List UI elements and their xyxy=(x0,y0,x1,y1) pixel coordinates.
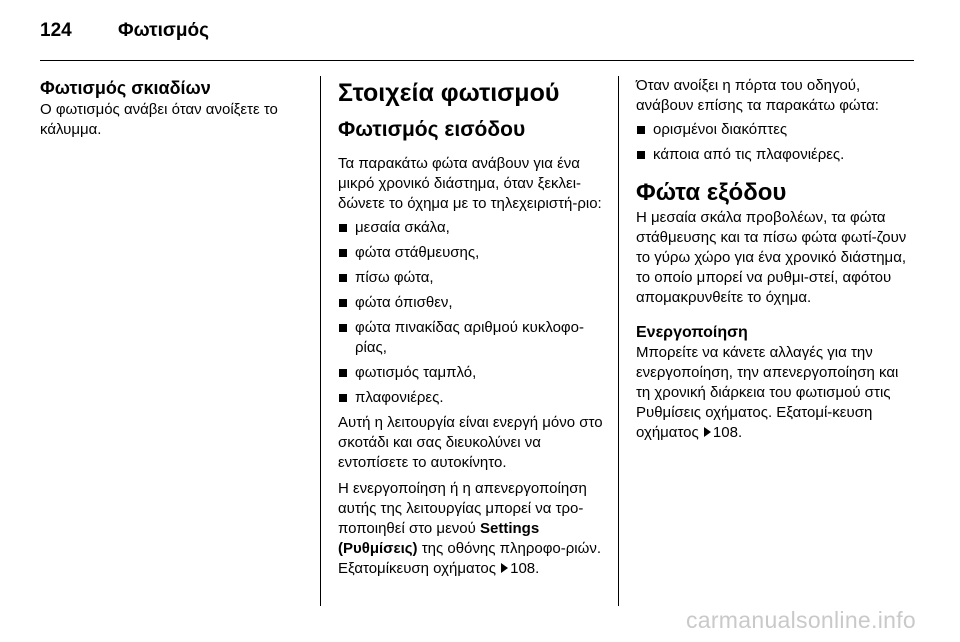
settings-menu-name: Settings (Ρυθμίσεις) xyxy=(338,520,540,557)
exit-lighting-text: Η μεσαία σκάλα προβολέων, τα φώτα στάθμευσης και τα πίσω φώτα φωτί-ζουν το γύρω χώρο για ένα χρονικό διάστημα, το οποίο μπορεί να ρυθμι-στεί, αφότου απομακρυνθείτε το όχημα. xyxy=(636,209,907,306)
bullet-icon xyxy=(339,299,347,307)
page-reference: 108. xyxy=(510,560,540,577)
list-item: ορισμένοι διακόπτες xyxy=(636,120,916,140)
page-number: 124 xyxy=(40,20,72,41)
list-item: πλαφονιέρες. xyxy=(338,388,610,408)
list-item: πίσω φώτα, xyxy=(338,268,610,288)
entry-lights-list xyxy=(338,218,610,408)
bullet-icon xyxy=(339,369,347,377)
door-lights-list xyxy=(636,120,916,165)
watermark: carmanualsonline.info xyxy=(685,607,916,633)
list-item: φώτα πινακίδας αριθμού κυκλοφο-ρίας, xyxy=(338,318,610,358)
shade-lighting-heading: Φωτισμός σκιαδίων xyxy=(40,78,211,98)
column-3 xyxy=(636,76,916,443)
entry-lighting-intro: Τα παρακάτω φώτα ανάβουν για ένα μικρό χρονικό διάστημα, όταν ξεκλει-δώνετε το όχημα με το τηλεχειριστή-ριο: xyxy=(338,155,602,212)
exit-lighting-heading: Φώτα εξόδου xyxy=(636,179,787,206)
list-item: μεσαία σκάλα, xyxy=(338,218,610,238)
column-divider-1 xyxy=(320,76,321,606)
activation-heading: Ενεργοποίηση xyxy=(636,324,748,341)
column-2 xyxy=(338,76,610,579)
page-reference-icon xyxy=(704,427,711,437)
bullet-icon xyxy=(339,394,347,402)
driver-door-intro: Όταν ανοίξει η πόρτα του οδηγού, ανάβουν επίσης τα παρακάτω φώτα: xyxy=(636,77,879,114)
section-title: Φωτισμός xyxy=(118,20,209,41)
list-item: φώτα όπισθεν, xyxy=(338,293,610,313)
bullet-icon xyxy=(339,274,347,282)
settings-note: Η ενεργοποίηση ή η απενεργοποίηση αυτής της λειτουργίας μπορεί να τρο-ποποιηθεί στο μενού Settings (Ρυθμίσεις) της οθόνης πληροφο-ριών. Εξατομίκευση οχήματος 108. xyxy=(338,480,602,577)
lighting-features-heading: Στοιχεία φωτισμού xyxy=(338,79,560,107)
shade-lighting-text: Ο φωτισμός ανάβει όταν ανοίξετε το κάλυμμα. xyxy=(40,101,278,138)
bullet-icon xyxy=(339,249,347,257)
list-item: φωτισμός ταμπλό, xyxy=(338,363,610,383)
column-1 xyxy=(40,76,302,140)
list-item: κάποια από τις πλαφονιέρες. xyxy=(636,145,916,165)
list-item: φώτα στάθμευσης, xyxy=(338,243,610,263)
page-reference: 108. xyxy=(712,424,743,441)
activation-text: Μπορείτε να κάνετε αλλαγές για την ενεργοποίηση, την απενεργοποίηση και τη χρονική διάρκεια του φωτισμού στις Ρυθμίσεις οχήματος. Εξατομί-κευση οχήματος 108. xyxy=(636,344,899,441)
page-reference-icon xyxy=(501,563,508,573)
darkness-note: Αυτή η λειτουργία είναι ενεργή μόνο στο σκοτάδι και σας διευκολύνει να εντοπίσετε το αυτοκίνητο. xyxy=(338,414,603,471)
bullet-icon xyxy=(637,126,645,134)
header-divider xyxy=(40,60,914,61)
bullet-icon xyxy=(339,224,347,232)
column-divider-2 xyxy=(618,76,619,606)
bullet-icon xyxy=(339,324,347,332)
entry-lighting-heading: Φωτισμός εισόδου xyxy=(338,118,526,141)
bullet-icon xyxy=(637,151,645,159)
